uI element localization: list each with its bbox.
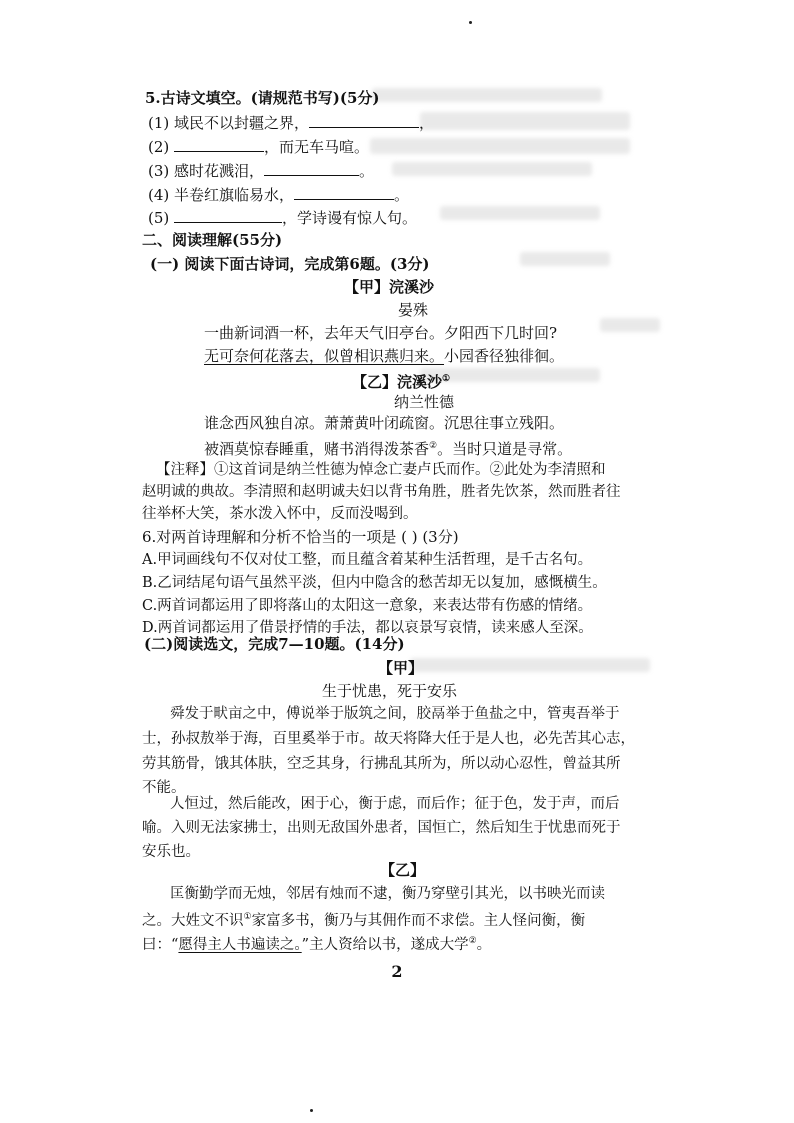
passage-a-para1-line-4: 不能。 (142, 780, 186, 796)
poem-a-author: 晏殊 (398, 301, 429, 319)
passage-b-line-2a: 之。大姓文不识 (142, 912, 244, 929)
scan-smudge (440, 206, 600, 220)
scan-smudge (410, 658, 650, 672)
part-1-title: (一) 阅读下面古诗词，完成第6题。(3分) (150, 255, 430, 273)
q6-option-c[interactable]: C.两首词都运用了即将落山的太阳这一意象，来表达带有伤感的情绪。 (142, 598, 593, 614)
passage-a-para2-line-3: 安乐也。 (142, 844, 200, 860)
q5-item-5-label: (5) (148, 209, 175, 227)
passage-b-line-3b: ”主人资给以书，遂成大学 (301, 936, 469, 953)
footnote-marker: ① (442, 374, 451, 384)
notes-line-3: 往举杯大笑，茶水泼入怀中，反而没喝到。 (142, 506, 418, 522)
answer-blank[interactable] (174, 208, 282, 223)
passage-b-line-3a: 曰：“ (142, 936, 179, 953)
answer-blank[interactable] (309, 113, 419, 128)
q5-item-4 (148, 185, 409, 205)
page-number: 2 (391, 962, 403, 981)
poem-a-line-1: 一曲新词酒一杯，去年天气旧亭台。夕阳西下几时回? (204, 324, 558, 342)
poem-a-line-2-rest: 小园香径独徘徊。 (444, 347, 565, 365)
poem-b-label (352, 369, 450, 392)
q5-item-2 (148, 137, 369, 157)
scan-smudge (420, 112, 630, 130)
part-2-title: (二)阅读选文，完成7—10题。(14分) (144, 635, 405, 653)
q5-item-3-text: (3) 感时花溅泪， (148, 162, 265, 180)
passage-b-label: 【乙】 (380, 861, 426, 879)
poem-a-line-2 (204, 346, 564, 366)
q5-item-4-text: (4) 半卷红旗临易水， (148, 186, 295, 204)
passage-b-line-3 (142, 931, 491, 955)
scan-smudge (392, 162, 592, 176)
poem-a-underlined-phrase: 无可奈何花落去，似曾相识燕归来。 (204, 347, 445, 365)
q6-stem: 6.对两首诗理解和分析不恰当的一项是 ( ) (3分) (142, 528, 459, 546)
q5-item-5-text: ，学诗谩有惊人句。 (282, 209, 418, 227)
q6-option-a[interactable]: A.甲词画线句不仅对仗工整，而且蕴含着某种生活哲理，是千古名句。 (142, 552, 593, 568)
q5-item-4-punct: 。 (394, 186, 410, 204)
q6-option-b[interactable]: B.乙词结尾句语气虽然平淡，但内中隐含的愁苦却无以复加，感慨横生。 (142, 575, 607, 591)
passage-a-title: 生于忧患，死于安乐 (322, 682, 458, 700)
answer-blank[interactable] (294, 185, 394, 200)
scan-smudge (520, 252, 610, 266)
notes-line-1: 【注释】①这首词是纳兰性德为悼念亡妻卢氏而作。②此处为李清照和 (156, 462, 606, 478)
poem-b-line-2a: 被酒莫惊春睡重，赌书消得泼茶香 (204, 440, 430, 458)
q5-item-5 (148, 208, 417, 228)
passage-a-para1-line-1: 舜发于畎亩之中，傅说举于版筑之间，胶鬲举于鱼盐之中，管夷吾举于 (170, 706, 620, 722)
scan-smudge (370, 138, 630, 154)
q6-option-d[interactable]: D.两首词都运用了借景抒情的手法，都以哀景写哀情，读来感人至深。 (142, 620, 593, 636)
q5-item-1-punct: ， (419, 114, 435, 132)
passage-a-para2-line-1: 人恒过，然后能改，困于心，衡于虑，而后作；征于色，发于声，而后 (170, 796, 620, 812)
passage-a-label: 【甲】 (378, 659, 424, 677)
scan-speck (469, 21, 472, 24)
passage-b-line-3c: 。 (476, 936, 492, 953)
q5-title: 5.古诗文填空。(请规范书写)(5分) (145, 89, 380, 107)
footnote-marker: ② (468, 936, 477, 946)
q5-item-3-punct: 。 (359, 162, 375, 180)
q5-item-1-text: (1) 域民不以封疆之界， (148, 114, 310, 132)
notes-line-2: 赵明诚的典故。李清照和赵明诚夫妇以背书角胜，胜者先饮茶，然而胜者往 (142, 484, 621, 500)
scan-smudge (600, 318, 660, 332)
section-2-title: 二、阅读理解(55分) (142, 231, 283, 249)
q5-item-2-text: ，而无车马喧。 (264, 138, 370, 156)
q5-item-2-label: (2) (148, 138, 175, 156)
poem-b-line-2 (204, 436, 572, 459)
q5-item-1 (148, 113, 434, 133)
passage-a-para2-line-2: 喻。入则无法家拂士，出则无敌国外患者，国恒亡，然后知生于忧患而死于 (142, 820, 621, 836)
answer-blank[interactable] (264, 161, 359, 176)
passage-b-line-2 (142, 907, 585, 931)
passage-b-line-2b: 家富多书，衡乃与其佣作而不求偿。主人怪问衡，衡 (251, 912, 586, 929)
poem-b-line-2b: 。当时只道是寻常。 (437, 440, 573, 458)
q5-item-3 (148, 161, 374, 181)
footnote-marker: ① (243, 912, 252, 922)
poem-b-label-text: 【乙】浣溪沙 (352, 373, 443, 391)
scan-smudge (372, 88, 602, 102)
passage-b-line-1: 匡衡勤学而无烛，邻居有烛而不逮，衡乃穿壁引其光，以书映光而读 (170, 886, 605, 902)
poem-b-line-1: 谁念西风独自凉。萧萧黄叶闭疏窗。沉思往事立残阳。 (204, 414, 565, 432)
passage-a-para1-line-3: 劳其筋骨，饿其体肤，空乏其身，行拂乱其所为，所以动心忍性，曾益其所 (142, 756, 621, 772)
poem-a-label: 【甲】浣溪沙 (344, 278, 435, 296)
passage-b-underlined-phrase: 愿得主人书遍读之。 (178, 936, 302, 953)
poem-b-author: 纳兰性德 (394, 393, 455, 411)
passage-a-para1-line-2: 士，孙叔敖举于海，百里奚举于市。故天将降大任于是人也，必先苦其心志， (142, 731, 635, 747)
answer-blank[interactable] (174, 137, 264, 152)
footnote-marker: ② (429, 441, 438, 451)
scan-speck (310, 1109, 313, 1112)
